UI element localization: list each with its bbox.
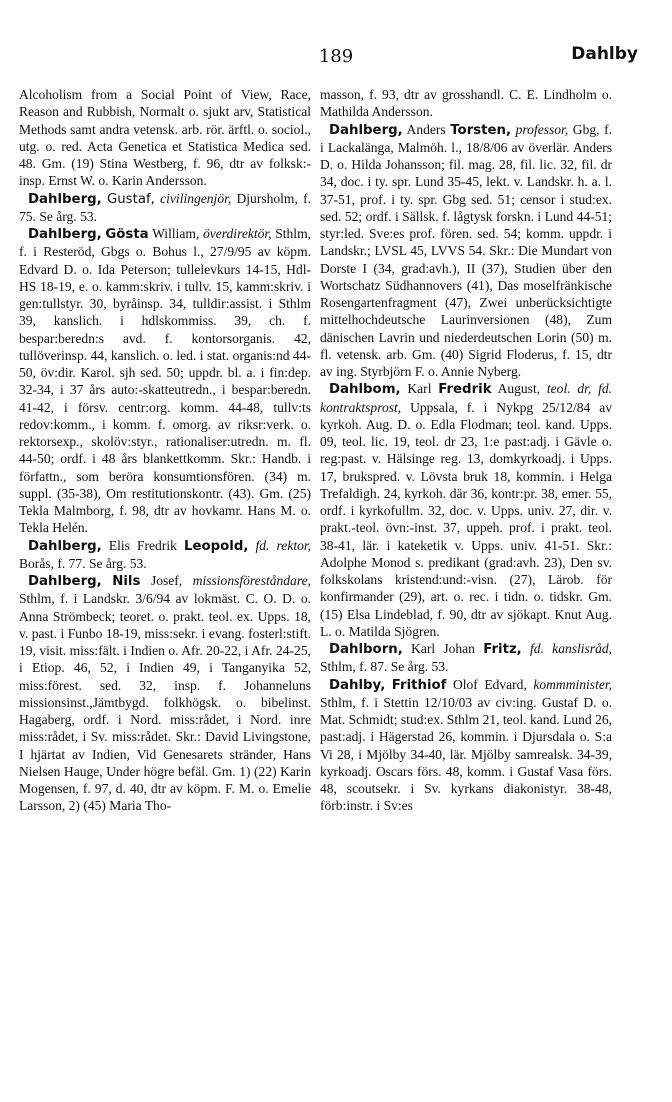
- entry-given-name-rest: August,: [497, 381, 541, 397]
- entry-given-name: Josef,: [150, 573, 183, 588]
- entry-title: fd. kanslisråd,: [530, 641, 613, 656]
- right-column: [320, 86, 612, 815]
- entry-given-name-bold: Leopold,: [183, 538, 249, 554]
- entry-given-name: Gustaf,: [106, 191, 155, 207]
- entry-surname: Dahlberg,: [28, 574, 102, 589]
- entry-title: kommminister,: [533, 676, 613, 692]
- entry-given-name: Karl Johan: [411, 641, 475, 656]
- entry-dahlberg-nils: [19, 572, 311, 815]
- entry-text: Sthlm, f. 87. Se årg. 53.: [320, 659, 449, 675]
- entry-text: Gbg, f. i Lackalänga, Malmöh. l., 18/8/06 av överlär. Anders D. o. Hilda Johansson; fil. mag. 28, fil. lic. 32, fil. dr 34, doc. i ty. spr. Lund 35-45, lekt. v. Landskr. h. a. l. 37-51, prof. i ty. spr. Gbg sed. 51; censor i stud:ex. sed. 52; ordf. i Sällsk. f. lågtysk forskn. i Lund 44-51; styr:led. Sve:es prof. fören. sed. 54; komm. uppdr. i Landskr.; LVSL 45, LVVS 54. Skr.: Die Mundart von Dorste I (34, grad:avh.), II (37), Studien über den Wortschatz Südhannovers (41), Das moselfränkische Rosengartenfragment (47), Zwei unberücksichtigte mittelhochdeutsche Laurinversionen (48), Zum dänischen Lavrin und niederdeutschen Lorin (50) m. fl. vetensk. arb. Gm. (40) Sigrid Floderus, f. 15, dtr av ing. Styrbjörn F. o. Annie Nyberg.: [320, 121, 612, 379]
- entry-text: Borås, f. 77. Se årg. 53.: [19, 555, 147, 571]
- entry-given-name-bold: Fritz,: [483, 642, 522, 657]
- entry-given-name: Olof Edvard,: [452, 676, 527, 692]
- entry-text: Uppsala, f. i Nykpg 25/12/84 av kyrkoh. Aug. D. o. Edla Flodman; teol. kand. Upps. 09, teol. lic. 19, teol. dr 23, 1:e past:adj. i Gävle o. reg:past. v. Hälsinge reg. 13, domkyrkoadj. i Upps. 17, brukspred. v. Lövsta bruk 18, kommin. i Helga Trefaldigh. 24, kyrkoh. där 36, kontr:pr. 38, emer. 55, ordf. i kyrkofullm. 32, doc. v. Upps. univ. 27, dir. v. prakt.-teol. övn:-inst. 37, uppeh. prof. i prakt. teol. 38-41, lär. i kateketik v. Upps. univ. 41-51. Skr.: Adolphe Monod s. predikant (grad:avh. 23), Den sv. folkskolans kristend:und:-visn. (27), Lärob. för konfirmander (29), art. o. rec. i tidn. o. tidskr. Gm. (15) Elsa Lindeblad, f. 90, dtr av sjökapt. Knut Aug. L. o. Matilda Sjögren.: [320, 399, 612, 639]
- entry-dahlby-frithiof: [320, 676, 612, 815]
- entry-given-name-bold: Frithiof: [391, 677, 447, 693]
- entry-title: civilingenjör,: [160, 190, 232, 206]
- entry-title: teol. dr, fd. kontraktsprost,: [320, 381, 612, 415]
- entry-given-name: Karl: [407, 381, 432, 397]
- entry-text: Sthlm, f. i Stettin 12/10/03 av civ:ing. Gustaf D. o. Mat. Schmidt; stud:ex. Sthlm 21, teol. kand. Lund 26, past:adj. i Hägerstad 26, kommin. i Djursdala o. S:a Vi 28, i Mjölby 34-40, lär. Mjölby samrealsk. 34-39, kyrkoadj. Oscars förs. 48, komm. i Gustaf Vasa förs. 48, scoutsekr. i Sv. kyrkans diakonistyr. 38-48, förb:instr. i Sv:es: [320, 694, 612, 814]
- entry-dahlbom-fredrik: [320, 380, 612, 640]
- continuation-text: Alcoholism from a Social Point of View, Race, Reason and Rubbish, Normalt o. sjukt arv, Statistical Methods samt andra vetensk. arb. rör. ärftl. o. sociol., utg. o. red. Acta Genetica et Statistica Medica sed. 48. Gm. (19) Stina Westberg, f. 96, dtr av folksk:-insp. Ernst W. o. Karin Andersson.: [19, 87, 311, 189]
- entry-dahlborn-fritz: [320, 640, 612, 676]
- entry-given-name-bold: Gösta: [105, 227, 149, 242]
- entry-dahlberg-gosta: [19, 225, 311, 537]
- entry-surname: Dahlberg,: [28, 538, 102, 554]
- entry-given-name: William,: [152, 226, 200, 241]
- entry-given-name-bold: Nils: [112, 574, 141, 589]
- entry-dahlberg-gustaf: [19, 190, 311, 226]
- entry-title: missionsföreståndare,: [192, 573, 311, 588]
- continuation-text: masson, f. 93, dtr av grosshandl. C. E. Lindholm o. Mathilda Andersson.: [320, 87, 612, 120]
- entry-surname: Dahlberg,: [329, 122, 403, 138]
- entry-title: överdirektör,: [202, 226, 272, 241]
- entry-text: Djursholm, f. 75. Se årg. 53.: [19, 190, 311, 224]
- entry-surname: Dahlborn,: [329, 642, 403, 657]
- entry-surname: Dahlby,: [329, 677, 386, 693]
- entry-surname: Dahlbom,: [329, 382, 401, 398]
- entry-given-name-bold: Torsten,: [450, 122, 512, 138]
- entry-title: professor,: [515, 121, 569, 137]
- entry-text: Sthlm, f. i Landskr. 3/6/94 av lokmäst. C. O. D. o. Anna Strömbeck; teoret. o. prakt. teol. ex. Upps. 18, v. past. i Funbo 18-19, miss:sekr. i evang. fosterl:stift. 19, visit. miss:fält. i Indien o. Afr. 20-22, i Afr. 24-25, i Etiop. 46, 52, i Indien 49, i Tanganyika 52, miss:förest. sed. 32, insp. f. Johanneluns missionsinst.,Jämtbygd. folkhögsk. o. bibelinst. Hagaberg, ordf. i Nord. miss:rådet, i Nord. inre miss:rådet, i Sv. miss:rådet. Skr.: David Livingstone, I hjärtat av Indien, Vid Genesarets stränder, Hans Nielsen Hauge, Under högre befäl. Gm. 1) (22) Karin Mogensen, f. 97, d. 40, dtr av köpm. F. M. o. Emelie Larsson, 2) (45) Maria Tho-: [19, 591, 311, 814]
- entry-dahlberg-leopold: [19, 537, 311, 573]
- page-number: 189: [318, 46, 354, 67]
- left-column: [19, 86, 311, 815]
- entry-surname: Dahlberg,: [28, 227, 102, 242]
- running-head: Dahlby: [571, 44, 638, 64]
- entry-surname: Dahlberg,: [28, 191, 102, 207]
- entry-given-name-bold: Fredrik: [438, 382, 492, 398]
- entry-text: Sthlm, f. i Resteröd, Gbgs o. Bohus l., 27/9/95 av köpm. Edvard D. o. Ida Peterson; tullelevkurs 14-15, Hdl-HS 18-19, e. o. kamm:skriv. i tullv. 15, kamm:skriv. i gen:tullstyr. 30, byråinsp. 34, tulldir:assist. i Sthlm 39, kanslich. i hdlskommiss. 39, ch. f. bespar:beredn:s avd. f. kontorsorganis. 42, tullöverinsp. 44, kanslich. o. led. i stat. organis:nd 44-50, öv:dir. Karol. sjh sed. 50; uppdr. bl. a. i fin:dep. 32-34, i 37 års auto:-skatteutredn., i bespar:beredn. 41-42, i försv. centr:org. komm. 44-48, tullv:ts redov:komm., i komm. f. omorg. av riksr:verk. o. rektorsexp., skolöv:styr., rationaliser:utredn. m. fl. 44-50; ordf. i 48 års blankettkomm. Skr.: Handb. i författn., som berörа konsumtionsfören. (34) m. suppl. (35-38), Om restitutionskontr. (43). Gm. (25) Tekla Malmborg, f. 98, dtr av hovkamr. Hans M. o. Tekla Helén.: [19, 226, 311, 536]
- entry-given-name: Anders: [406, 121, 446, 137]
- entry-title: fd. rektor,: [255, 537, 312, 553]
- entry-dahlberg-torsten: [320, 121, 612, 381]
- entry-given-name: Elis Fredrik: [108, 537, 177, 553]
